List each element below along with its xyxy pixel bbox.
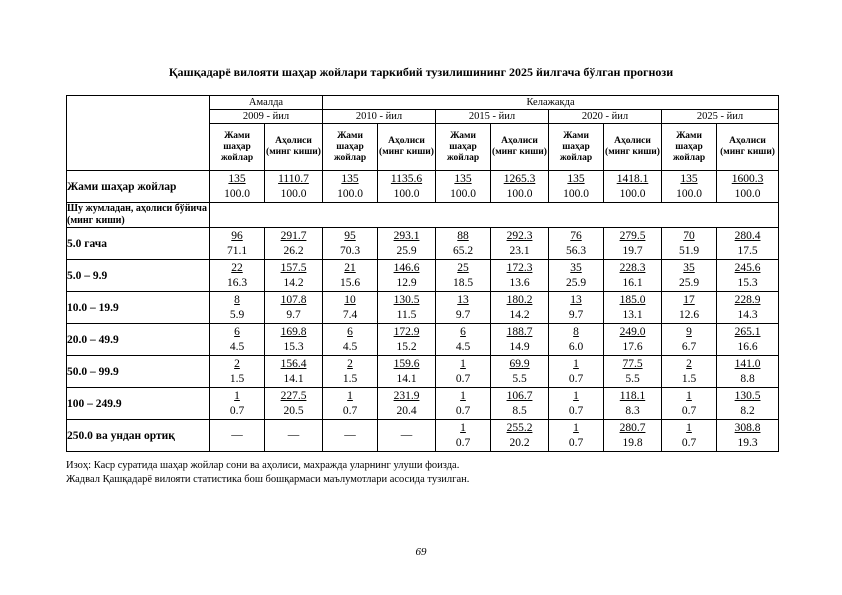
cell-value: 1 <box>460 389 466 402</box>
cell-value: 95 <box>344 229 356 242</box>
cell-share: 19.3 <box>737 436 758 449</box>
cell-value: 280.7 <box>619 421 646 434</box>
table-row <box>67 420 779 452</box>
table-cell <box>662 171 717 203</box>
header-col-population: Аҳолиси (минг киши) <box>717 124 779 171</box>
table-cell <box>662 260 717 292</box>
table-cell <box>604 356 662 388</box>
table-cell <box>265 292 323 324</box>
table-cell <box>662 292 717 324</box>
cell-share: 13.6 <box>509 276 530 289</box>
cell-share: 15.3 <box>283 340 304 353</box>
table-cell <box>491 260 549 292</box>
cell-share: 100.0 <box>280 187 307 200</box>
cell-share: 8.5 <box>512 404 527 417</box>
cell-value: 8 <box>234 293 240 306</box>
table-cell <box>436 324 491 356</box>
cell-share: 5.5 <box>512 372 527 385</box>
header-col-count: Жами шаҳар жойлар <box>323 124 378 171</box>
table-cell <box>323 292 378 324</box>
cell-share: 1.5 <box>681 372 697 385</box>
cell-share: 6.7 <box>681 340 697 353</box>
cell-value: 135 <box>341 172 359 185</box>
table-cell <box>491 420 549 452</box>
header-col-population: Аҳолиси (минг киши) <box>491 124 549 171</box>
table-cell <box>604 292 662 324</box>
table-cell <box>717 388 779 420</box>
cell-value: 8 <box>573 325 579 338</box>
table-cell <box>323 228 378 260</box>
cell-value: 1 <box>686 389 692 402</box>
row-label: 50.0 – 99.9 <box>67 356 210 388</box>
cell-value: 70 <box>683 229 695 242</box>
cell-share: 12.6 <box>678 308 700 321</box>
cell-value: — <box>344 429 356 441</box>
header-col-population: Аҳолиси (минг киши) <box>265 124 323 171</box>
cell-value: 180.2 <box>506 293 533 306</box>
cell-share: 7.4 <box>342 308 358 321</box>
table-cell <box>549 420 604 452</box>
cell-share: 19.8 <box>622 436 643 449</box>
cell-share: 8.3 <box>625 404 640 417</box>
table-cell <box>265 388 323 420</box>
header-col-count: Жами шаҳар жойлар <box>662 124 717 171</box>
cell-value: 6 <box>460 325 466 338</box>
table-cell <box>323 171 378 203</box>
table-cell <box>436 388 491 420</box>
table-cell <box>491 324 549 356</box>
cell-value: 2 <box>686 357 692 370</box>
cell-share: 65.2 <box>452 244 474 257</box>
table-cell <box>662 228 717 260</box>
cell-value: 130.5 <box>393 293 420 306</box>
cell-value: 231.9 <box>393 389 420 402</box>
table-cell <box>210 420 265 452</box>
table-cell <box>378 260 436 292</box>
cell-value: 135 <box>454 172 472 185</box>
cell-value: 35 <box>683 261 695 274</box>
cell-value: 228.9 <box>734 293 761 306</box>
table-cell <box>323 260 378 292</box>
subheader-row <box>67 203 779 228</box>
table-cell <box>265 171 323 203</box>
cell-value: 1 <box>347 389 353 402</box>
cell-share: 51.9 <box>678 244 700 257</box>
table-cell <box>378 292 436 324</box>
cell-value: 135 <box>567 172 585 185</box>
table-cell <box>662 420 717 452</box>
cell-share: 19.7 <box>622 244 643 257</box>
cell-value: 293.1 <box>393 229 420 242</box>
cell-share: 100.0 <box>224 187 250 200</box>
cell-value: 1418.1 <box>616 172 649 185</box>
cell-share: 0.7 <box>455 404 471 417</box>
cell-value: 1 <box>460 421 466 434</box>
cell-value: 172.3 <box>506 261 533 274</box>
header-col-count: Жами шаҳар жойлар <box>210 124 265 171</box>
cell-value: 245.6 <box>734 261 761 274</box>
cell-value: 76 <box>570 229 582 242</box>
cell-share: 100.0 <box>393 187 420 200</box>
cell-share: 56.3 <box>565 244 587 257</box>
cell-share: 14.2 <box>509 308 530 321</box>
note-line: Жадвал Қашқадарё вилояти статистика бош бошқармаси маълумотлари асосида тузилган. <box>66 474 470 485</box>
cell-share: 0.7 <box>681 404 697 417</box>
cell-share: 16.3 <box>226 276 248 289</box>
cell-share: 0.7 <box>568 372 584 385</box>
table-cell <box>265 324 323 356</box>
table-cell <box>662 356 717 388</box>
table-cell <box>549 324 604 356</box>
cell-share: 71.1 <box>226 244 248 257</box>
table-cell <box>265 228 323 260</box>
cell-value: — <box>287 429 300 441</box>
cell-share: 9.7 <box>568 308 584 321</box>
table-cell <box>604 228 662 260</box>
cell-value: 2 <box>234 357 240 370</box>
cell-value: 1265.3 <box>503 172 536 185</box>
cell-value: 308.8 <box>734 421 761 434</box>
table-cell <box>378 388 436 420</box>
cell-value: 1110.7 <box>278 172 309 185</box>
notes <box>66 459 469 487</box>
cell-value: 280.4 <box>734 229 761 242</box>
table-cell <box>549 388 604 420</box>
row-label: 20.0 – 49.9 <box>67 324 210 356</box>
table-row <box>67 171 779 203</box>
table-cell <box>436 356 491 388</box>
cell-value: 9 <box>686 325 692 338</box>
cell-value: 172.9 <box>393 325 420 338</box>
table-cell <box>662 388 717 420</box>
cell-value: 10 <box>344 293 356 306</box>
cell-value: 1 <box>460 357 466 370</box>
table-cell <box>210 324 265 356</box>
table-cell <box>378 324 436 356</box>
cell-value: 279.5 <box>619 229 646 242</box>
cell-share: 100.0 <box>619 187 646 200</box>
cell-share: 20.2 <box>509 436 530 449</box>
cell-share: 100.0 <box>337 187 363 200</box>
cell-share: 25.9 <box>396 244 417 257</box>
cell-value: 156.4 <box>280 357 307 370</box>
cell-value: 2 <box>347 357 353 370</box>
table-cell <box>717 420 779 452</box>
cell-value: 1600.3 <box>731 172 764 185</box>
header-actual: Амалда <box>210 96 323 110</box>
table-row <box>67 292 779 324</box>
table-cell <box>436 292 491 324</box>
table-cell <box>323 324 378 356</box>
cell-share: 5.5 <box>625 372 640 385</box>
table-cell <box>323 388 378 420</box>
cell-share: 4.5 <box>455 340 471 353</box>
table-cell <box>549 228 604 260</box>
cell-value: 35 <box>570 261 582 274</box>
cell-value: — <box>231 429 243 441</box>
cell-share: 100.0 <box>734 187 761 200</box>
table-cell <box>604 260 662 292</box>
cell-share: 4.5 <box>229 340 245 353</box>
row-label: 5.0 – 9.9 <box>67 260 210 292</box>
table-cell <box>265 260 323 292</box>
cell-value: 25 <box>457 261 469 274</box>
table-cell <box>717 228 779 260</box>
cell-share: 100.0 <box>450 187 476 200</box>
cell-share: 100.0 <box>506 187 533 200</box>
cell-share: 5.9 <box>229 308 245 321</box>
cell-value: 118.1 <box>619 389 646 402</box>
table-cell <box>436 420 491 452</box>
cell-share: 17.6 <box>622 340 643 353</box>
cell-value: 227.5 <box>280 389 307 402</box>
table-cell <box>717 260 779 292</box>
cell-share: 8.2 <box>740 404 755 417</box>
cell-share: 4.5 <box>342 340 358 353</box>
cell-value: 255.2 <box>506 421 533 434</box>
subheader-label: Шу жумладан, аҳолиси бўйича (минг киши) <box>67 203 210 228</box>
cell-share: 20.4 <box>396 404 417 417</box>
cell-value: 135 <box>680 172 698 185</box>
table-cell <box>210 292 265 324</box>
table-cell <box>436 228 491 260</box>
header-col-count: Жами шаҳар жойлар <box>436 124 491 171</box>
corner-cell <box>67 96 210 171</box>
cell-value: 21 <box>344 261 356 274</box>
cell-share: 14.2 <box>283 276 304 289</box>
cell-share: 70.3 <box>339 244 361 257</box>
table-cell <box>378 171 436 203</box>
cell-share: 20.5 <box>283 404 304 417</box>
cell-share: 100.0 <box>676 187 702 200</box>
cell-value: 1 <box>686 421 692 434</box>
table-cell <box>604 171 662 203</box>
cell-share: 25.9 <box>678 276 700 289</box>
cell-share: 9.7 <box>286 308 301 321</box>
cell-share: 14.3 <box>737 308 758 321</box>
header-year: 2009 - йил <box>210 110 323 124</box>
cell-value: 188.7 <box>506 325 533 338</box>
table-cell <box>265 356 323 388</box>
header-col-count: Жами шаҳар жойлар <box>549 124 604 171</box>
cell-share: 6.0 <box>568 340 584 353</box>
cell-value: 146.6 <box>393 261 420 274</box>
table-cell <box>604 420 662 452</box>
cell-share: 13.1 <box>622 308 643 321</box>
row-label: Жами шаҳар жойлар <box>67 171 210 203</box>
cell-share: 0.7 <box>342 404 358 417</box>
cell-value: 1 <box>234 389 240 402</box>
cell-share: 0.7 <box>568 404 584 417</box>
cell-share: 0.7 <box>455 372 471 385</box>
cell-value: 291.7 <box>280 229 307 242</box>
table-cell <box>662 324 717 356</box>
cell-value: 249.0 <box>619 325 646 338</box>
cell-share: 8.8 <box>740 372 755 385</box>
header-year: 2015 - йил <box>436 110 549 124</box>
cell-value: 77.5 <box>622 357 643 370</box>
cell-share: 18.5 <box>452 276 474 289</box>
cell-value: 135 <box>228 172 246 185</box>
table-cell <box>210 260 265 292</box>
table-cell <box>323 356 378 388</box>
cell-share: 17.5 <box>737 244 758 257</box>
cell-share: 0.7 <box>455 436 471 449</box>
cell-share: 11.5 <box>396 308 417 321</box>
subheader-empty <box>210 203 779 228</box>
table-cell <box>210 356 265 388</box>
table-cell <box>549 356 604 388</box>
cell-value: 169.8 <box>280 325 307 338</box>
table-cell <box>491 171 549 203</box>
cell-share: 15.6 <box>339 276 361 289</box>
cell-value: 292.3 <box>506 229 533 242</box>
header-year: 2025 - йил <box>662 110 779 124</box>
cell-value: 159.6 <box>393 357 420 370</box>
cell-share: 16.6 <box>737 340 758 353</box>
cell-share: 1.5 <box>342 372 358 385</box>
cell-share: 14.9 <box>509 340 530 353</box>
header-col-population: Аҳолиси (минг киши) <box>378 124 436 171</box>
table-cell <box>491 356 549 388</box>
row-label: 250.0 ва ундан ортиқ <box>67 420 210 452</box>
cell-share: 15.3 <box>737 276 758 289</box>
cell-share: 16.1 <box>622 276 643 289</box>
table-cell <box>378 420 436 452</box>
table-cell <box>210 171 265 203</box>
cell-share: 100.0 <box>563 187 589 200</box>
cell-share: 0.7 <box>681 436 697 449</box>
cell-share: 14.1 <box>283 372 304 385</box>
cell-value: 13 <box>570 293 582 306</box>
cell-value: 1 <box>573 421 579 434</box>
cell-share: 9.7 <box>455 308 471 321</box>
table-cell <box>378 356 436 388</box>
cell-share: 0.7 <box>568 436 584 449</box>
table-cell <box>717 324 779 356</box>
cell-share: 12.9 <box>396 276 417 289</box>
page-number: 69 <box>415 546 427 558</box>
note-line: Изоҳ: Каср суратида шаҳар жойлар сони ва аҳолиси, махражда уларнинг улуши фоизда. <box>66 460 460 471</box>
cell-value: 141.0 <box>734 357 761 370</box>
table-cell <box>604 388 662 420</box>
header-year: 2020 - йил <box>549 110 662 124</box>
table-cell <box>210 228 265 260</box>
table-row <box>67 228 779 260</box>
table-cell <box>717 171 779 203</box>
cell-share: 25.9 <box>565 276 587 289</box>
table-cell <box>491 292 549 324</box>
table-cell <box>717 292 779 324</box>
cell-value: 157.5 <box>280 261 307 274</box>
table-row <box>67 356 779 388</box>
cell-value: 6 <box>234 325 240 338</box>
cell-value: 96 <box>231 229 243 242</box>
cell-value: 265.1 <box>734 325 761 338</box>
cell-value: 88 <box>457 229 469 242</box>
table-cell <box>491 388 549 420</box>
cell-value: 130.5 <box>734 389 761 402</box>
table-cell <box>378 228 436 260</box>
cell-value: 17 <box>683 293 695 306</box>
table-cell <box>436 171 491 203</box>
cell-value: — <box>400 429 413 441</box>
table-cell <box>265 420 323 452</box>
cell-value: 13 <box>457 293 469 306</box>
cell-share: 0.7 <box>229 404 245 417</box>
cell-value: 228.3 <box>619 261 646 274</box>
cell-share: 1.5 <box>229 372 245 385</box>
table-cell <box>549 292 604 324</box>
table-row <box>67 260 779 292</box>
cell-value: 1 <box>573 389 579 402</box>
header-future: Келажакда <box>323 96 779 110</box>
table-cell <box>323 420 378 452</box>
forecast-table <box>66 95 779 452</box>
table-title: Қашқадарё вилояти шаҳар жойлари таркибий тузилишининг 2025 йилгача бўлган прогнози <box>168 65 674 79</box>
cell-value: 6 <box>347 325 353 338</box>
table-cell <box>491 228 549 260</box>
table-cell <box>604 324 662 356</box>
row-label: 10.0 – 19.9 <box>67 292 210 324</box>
cell-share: 14.1 <box>396 372 417 385</box>
cell-share: 23.1 <box>509 244 530 257</box>
cell-value: 107.8 <box>280 293 307 306</box>
cell-share: 26.2 <box>283 244 304 257</box>
table-cell <box>549 171 604 203</box>
table-cell <box>436 260 491 292</box>
cell-share: 15.2 <box>396 340 417 353</box>
header-year: 2010 - йил <box>323 110 436 124</box>
table-row <box>67 324 779 356</box>
row-label: 5.0 гача <box>67 228 210 260</box>
cell-value: 1 <box>573 357 579 370</box>
table-cell <box>210 388 265 420</box>
cell-value: 69.9 <box>509 357 530 370</box>
cell-value: 22 <box>231 261 243 274</box>
header-col-population: Аҳолиси (минг киши) <box>604 124 662 171</box>
cell-value: 185.0 <box>619 293 646 306</box>
row-label: 100 – 249.9 <box>67 388 210 420</box>
table-row <box>67 388 779 420</box>
table-cell <box>717 356 779 388</box>
cell-value: 1135.6 <box>390 172 423 185</box>
cell-value: 106.7 <box>506 389 533 402</box>
table-cell <box>549 260 604 292</box>
